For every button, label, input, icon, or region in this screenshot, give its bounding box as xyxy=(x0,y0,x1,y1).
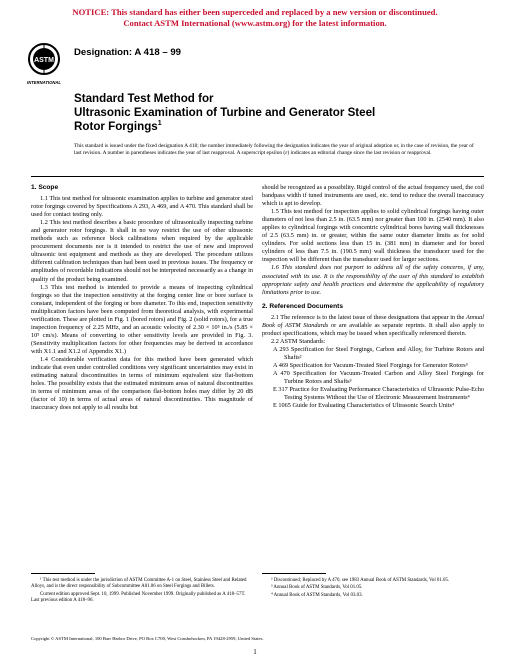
footnote-rule-left xyxy=(31,573,95,574)
footnote-3: ³ Annual Book of ASTM Standards, Vol 01.05. xyxy=(271,585,363,591)
paragraph-1-3: 1.3 This test method is intended to provide a means of inspecting cylindrical forgings so that the inspection sensitivity at the forging center line or bore surface is constant, independent of the forging or bore diameter. To this end, inspection sensitivity multiplication factors have been computed from theoretical analysis, with experimental verification. These are plotted in Fig. 1 (bored rotors) and Fig. 2 (solid rotors), for a true inspection frequency of 2.25 MHz, and an acoustic velocity of 2.30 × 10⁵ in./s (5.85 × 10⁵ cm/s). Means of converting to other sensitivity levels are provided in Fig. 3. (Sensitivity multiplication factors for other frequencies may be derived in accordance with X1.1 and X1.2 of Appendix X1.) xyxy=(31,283,253,355)
page-number: 1 xyxy=(253,648,257,656)
footnote-rule-right xyxy=(262,573,326,574)
paragraph-2-1: 2.1 The reference is to the latest issue of these designations that appear in the Annual Book of ASTM Standards or are available as separate reprints. It shall also apply to product specifications, which may be issued when specifically referenced therein. xyxy=(262,313,484,337)
paragraph-1-6: 1.6 This standard does not purport to address all of the safety concerns, if any, associated with its use. It is the responsibility of the user of this standard to establish appropriate safety and health practices and determine the applicability of regulatory limitations prior to use. xyxy=(262,264,484,296)
paragraph-1-4: 1.4 Considerable verification data for this method have been generated which indicate that even under controlled conditions very significant uncertainties may exist in estimating natural discontinuities in terms of minimum equivalent size flat-bottom holes. The possibility exists that the estimated minimum areas of natural discontinuities in terms of minimum areas of the comparison flat-bottom holes may differ by 20 dB (factor of 10) in terms of actual areas of natural discontinuities. This magnitude of inaccuracy does not apply to all results but xyxy=(31,355,253,412)
document-title xyxy=(74,92,494,134)
paragraph-1-1: 1.1 This test method for ultrasonic examination applies to turbine and generator steel rotor forgings covered by Specifications A 293, A 469, and A 470. This standard shall be used for contact testing only. xyxy=(31,195,253,219)
reference-item: A 469 Specification for Vacuum-Treated Steel Forgings for Generator Rotors³ xyxy=(273,361,468,369)
reference-item: E 1065 Guide for Evaluating Characteristics of Ultrasonic Search Units⁴ xyxy=(273,402,455,410)
title-footnote-ref: 1 xyxy=(157,120,162,128)
reference-item: E 317 Practice for Evaluating Performance Characteristics of Ultrasonic Pulse-Echo Testing Systems Without the Use of Electronic Measurement Instruments⁴ xyxy=(273,386,484,402)
section-2-heading: 2. Referenced Documents xyxy=(262,302,343,310)
header-divider xyxy=(31,176,484,177)
issue-note: This standard is issued under the fixed designation A 418; the number immediately following the designation indicates the year of original adoption or, in the case of revision, the year of last revision. A number in parentheses indicates the year of last reapproval. A superscript epsilon (ε) indicates an editorial change since the last revision or reapproval. xyxy=(74,143,474,156)
paragraph-1-2: 1.2 This test method describes a basic procedure of ultrasonically inspecting turbine and generator rotor forgings. It shall in no way restrict the use of other ultrasonic methods such as reference block calibrations when required by the applicable procurement documents nor is it intended to restrict the use of new and improved ultrasonic test equipment and methods as they are developed. The procedure utilizes different calibration techniques than had been used in previous issues. The frequency or amplitudes of recordable indications should not be interpreted necessarily as a change in quality of the product being examined. xyxy=(31,219,253,283)
title-line-2: Ultrasonic Examination of Turbine and Generator Steel xyxy=(74,106,376,119)
notice-line-1: NOTICE: This standard has either been superceded and replaced by a new version or discontinued. xyxy=(72,7,438,17)
notice-line-2: Contact ASTM International (www.astm.org) for the latest information. xyxy=(123,18,387,28)
footnotes-left xyxy=(31,578,253,605)
right-column xyxy=(262,184,484,410)
reference-item: A 293 Specification for Steel Forgings, Carbon and Alloy, for Turbine Rotors and Shafts² xyxy=(273,345,484,361)
logo-text: INTERNATIONAL xyxy=(27,80,61,85)
paragraph-1-5: 1.5 This test method for inspection applies to solid cylindrical forgings having outer diameters of not less than 2.5 in. (63.5 mm) nor greater than 100 in. (2540 mm). It also applies to cylindrical forgings with concentric cylindrical bores having wall thicknesses of 2.5 (63.5 mm) in. or greater, within the same outer diameter limits as for solid cylinders. For solid sections less than 15 in. (381 mm) in diameter and for bored cylinders of less than 7.5 in. (190.5 mm) wall thickness the transducer used for the inspection will be different than the transducer used for larger sections. xyxy=(262,208,484,264)
designation: Designation: A 418 – 99 xyxy=(74,47,181,58)
supersede-notice xyxy=(0,7,510,29)
paragraph-1-4-continued: should be recognized as a possibility. Rigid control of the actual frequency used, the coil bandpass width if tuned instruments are used, etc. tend to reduce the overall inaccuracy which is apt to develop. xyxy=(262,184,484,208)
title-line-3: Rotor Forgings xyxy=(74,120,158,133)
footnote-2: ² Discontinued; Replaced by A 470, see 1983 Annual Book of ASTM Standards, Vol 01.05. xyxy=(271,578,450,583)
footnotes-right xyxy=(262,578,484,600)
svg-text:ASTM: ASTM xyxy=(34,57,54,64)
paragraph-2-2: 2.2 ASTM Standards: xyxy=(271,337,326,345)
footnote-1-edition: Current edition approved Sept. 10, 1999. Published November 1999. Originally published as A 418–57T. Last previous edition A 418–96. xyxy=(31,591,246,603)
astm-logo xyxy=(24,40,64,90)
footnote-4: ⁴ Annual Book of ASTM Standards, Vol 03.03. xyxy=(271,592,363,598)
copyright-notice: Copyright © ASTM International, 100 Barr Harbor Drive, PO Box C700, West Conshohocken, PA 19428-2959, United States. xyxy=(31,636,264,641)
reference-item: A 470 Specification for Vacuum-Treated Carbon and Alloy Steel Forgings for Turbine Rotors and Shafts³ xyxy=(273,370,484,386)
section-1-heading: 1. Scope xyxy=(31,184,59,191)
left-column xyxy=(31,184,253,412)
footnote-1: ¹ This test method is under the jurisdiction of ASTM Committee A-1 on Steel, Stainless Steel and Related Alloys, and is the direct responsibility of Subcommittee A01.06 on Steel Forgings and Billets. xyxy=(31,578,247,590)
title-line-1: Standard Test Method for xyxy=(74,92,214,105)
